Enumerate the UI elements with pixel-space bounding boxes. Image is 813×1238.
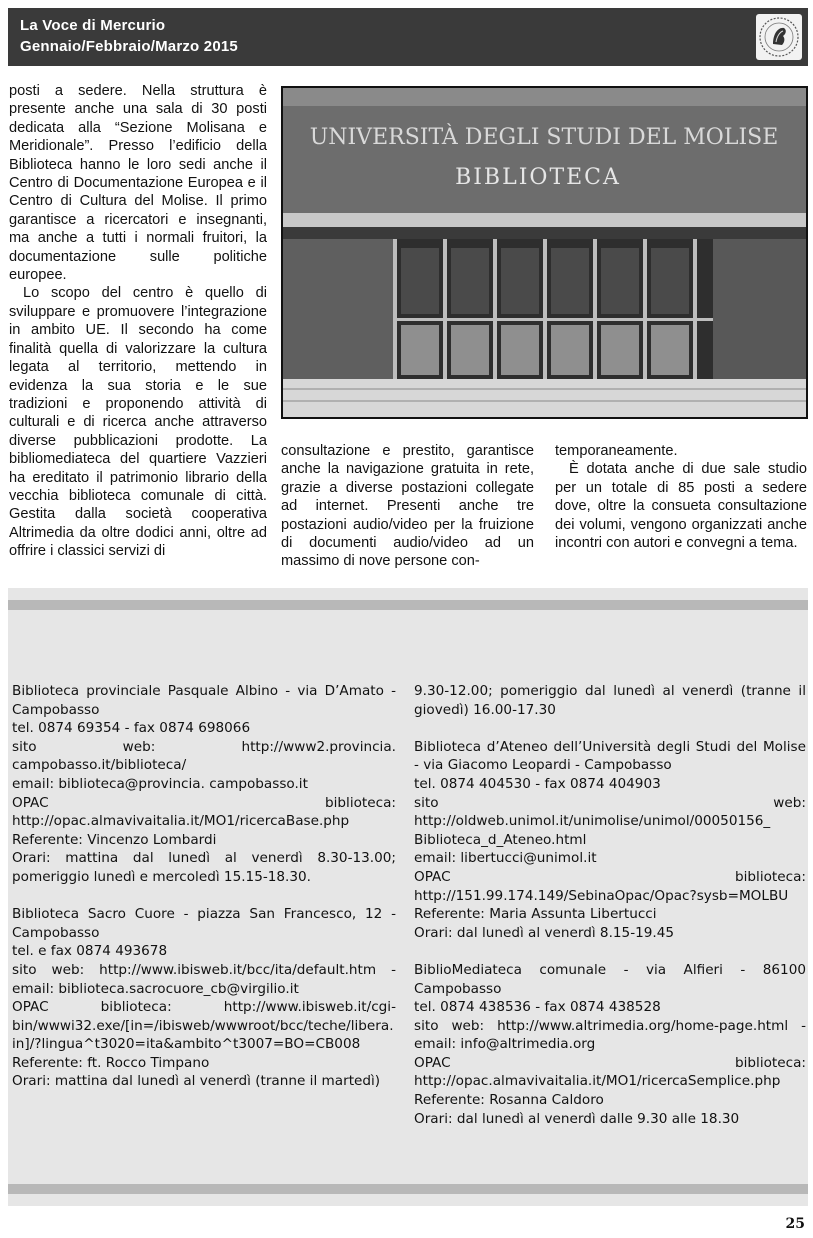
- library-website: sito web: http://www.ibisweb.it/bcc/ita/default.htm - email: biblioteca.sacrocuore_cb@virgilio.it: [12, 961, 396, 997]
- divider-bar: [8, 1184, 808, 1194]
- article-paragraph: È dotata anche di due sale studio per un totale di 85 posti a sedere dove, oltre la consueta consultazione dei volumi, vengono organizzati anche incontri con autori e convegni a tema.: [555, 461, 807, 552]
- library-name: BiblioMediateca comunale - via Alfieri - 86100 Campobasso: [414, 961, 806, 997]
- article-column-right: [555, 442, 807, 552]
- sign-text-line1: UNIVERSITÀ DEGLI STUDI DEL MOLISE: [309, 125, 779, 150]
- library-phone: tel. 0874 438536 - fax 0874 438528: [414, 999, 661, 1016]
- library-entry: [414, 961, 806, 1128]
- article-paragraph: temporaneamente.: [555, 443, 678, 459]
- library-entry: [12, 682, 396, 887]
- library-website: sito web: http://oldweb.unimol.it/unimolise/unimol/00050156_ Biblioteca_d_Ateneo.html: [414, 794, 806, 848]
- library-referent: Referente: ft. Rocco Timpano: [12, 1054, 210, 1071]
- library-hours-continued: 9.30-12.00; pomeriggio dal lunedì al venerdì (tranne il giovedì) 16.00-17.30: [414, 683, 806, 718]
- article-paragraph: Lo scopo del centro è quello di sviluppare e promuovere l’integrazione in ambito UE. Il secondo ha come finalità quella di valorizzare la cultura legata al territorio, mettendo in evidenza la sua storia e le sue tradizioni e proponendo attività di culturali e di ricerca anche attraverso diverse pubblicazioni prodotte. La bibliomediateca del quartiere Vazzieri ha ereditato il patrimonio librario della vecchia biblioteca comunale di città. Gestita dalla società cooperativa Altrimedia da oltre dodici anni, oltre ad offrire i classici servizi di: [9, 285, 267, 560]
- library-name: Biblioteca provinciale Pasquale Albino - via D’Amato - Campobasso: [12, 683, 396, 718]
- library-opac: OPAC biblioteca: http://www.ibisweb.it/cgi-bin/wwwi32.exe/[in=/ibisweb/wwwroot/bcc/teche/libera.in]/?lingua^t3020=ita&ambito^t3007=BO=CB008: [12, 999, 396, 1053]
- directory-column-left: [12, 682, 396, 1110]
- library-building-photo: [281, 86, 808, 419]
- directory-column-right: [414, 682, 806, 1147]
- issue-date: Gennaio/Febbraio/Marzo 2015: [20, 38, 238, 55]
- magazine-title: La Voce di Mercurio: [20, 17, 166, 34]
- library-name: Biblioteca d’Ateneo dell’Università degli Studi del Molise - via Giacomo Leopardi - Campobasso: [414, 738, 806, 774]
- article-column-left: [9, 82, 267, 561]
- library-hours: Orari: dal lunedì al venerdì dalle 9.30 alle 18.30: [414, 1110, 740, 1127]
- library-phone: tel. 0874 69354 - fax 0874 698066: [12, 720, 251, 737]
- library-entry: [12, 905, 396, 1091]
- library-opac: OPAC biblioteca: http://opac.almavivaitalia.it/MO1/ricercaSemplice.php: [414, 1054, 806, 1090]
- sign-text-line2: BIBLIOTECA: [455, 165, 621, 190]
- article-column-middle: [281, 442, 534, 571]
- library-opac: OPAC biblioteca: http://151.99.174.149/SebinaOpac/Opac?sysb=MOLBU: [414, 868, 806, 904]
- library-email: email: biblioteca@provincia. campobasso.it: [12, 775, 308, 792]
- article-paragraph: posti a sedere. Nella struttura è presente anche una sala di 30 posti dedicata alla “Sezione Molisana e Meridionale”. Presso l’edificio della Biblioteca hanno le loro sedi anche il Centro di Documentazione Europea e il Centro di Cultura del Molise. Il primo garantisce a ricercatori e insegnanti, ma anche a tutti i normali fruitori, la documentazione sulle politiche europee.: [9, 83, 267, 284]
- library-referent: Referente: Vincenzo Lombardi: [12, 831, 217, 848]
- library-hours: Orari: mattina dal lunedì al venerdì (tranne il martedì): [12, 1073, 381, 1090]
- article-paragraph: consultazione e prestito, garantisce anche la navigazione gratuita in rete, grazie a diverse postazioni collegate ad internet. Presenti anche tre postazioni audio/video per la fruizione di documenti audio/video ad un massimo di nove persone con-: [281, 443, 534, 570]
- page-header: [8, 8, 808, 66]
- library-hours: Orari: dal lunedì al venerdì 8.15-19.45: [414, 924, 675, 941]
- library-phone: tel. 0874 404530 - fax 0874 404903: [414, 775, 661, 792]
- library-entry: [414, 738, 806, 943]
- page-number: 25: [785, 1216, 805, 1232]
- library-phone: tel. e fax 0874 493678: [12, 943, 168, 960]
- library-opac: OPAC biblioteca: http://opac.almavivaitalia.it/MO1/ricercaBase.php: [12, 794, 396, 830]
- divider-bar: [8, 600, 808, 610]
- seal-logo-icon: [756, 14, 802, 60]
- library-directory-box: [8, 588, 808, 1206]
- library-email: email: libertucci@unimol.it: [414, 850, 597, 867]
- library-website: sito web: http://www.altrimedia.org/home-page.html - email: info@altrimedia.org: [414, 1017, 806, 1053]
- library-referent: Referente: Rosanna Caldoro: [414, 1092, 604, 1109]
- library-website: sito web: http://www2.provincia. campobasso.it/biblioteca/: [12, 738, 396, 774]
- library-referent: Referente: Maria Assunta Libertucci: [414, 906, 657, 923]
- library-hours: Orari: mattina dal lunedì al venerdì 8.30-13.00; pomeriggio lunedì e mercoledì 15.15-18.30.: [12, 850, 396, 885]
- library-name: Biblioteca Sacro Cuore - piazza San Francesco, 12 - Campobasso: [12, 906, 396, 941]
